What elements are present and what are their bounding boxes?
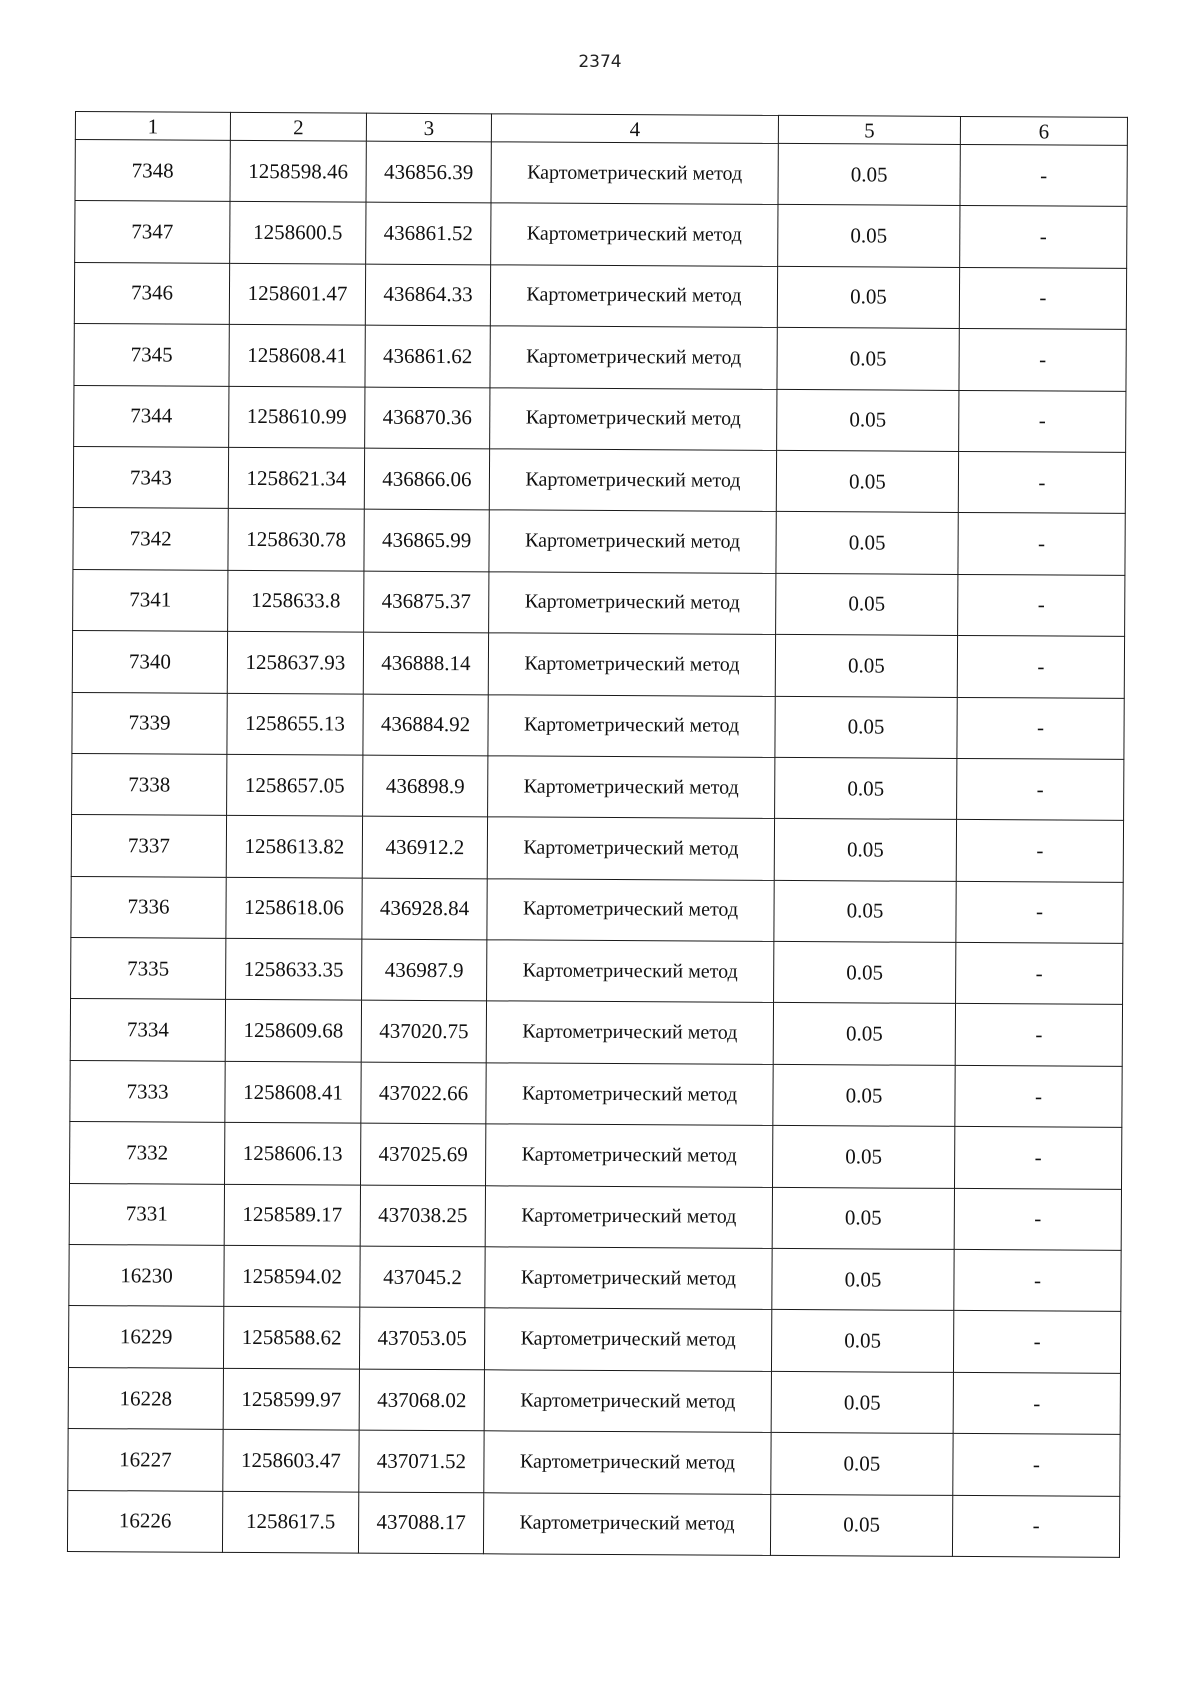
accuracy-cell: 0.05 [771,1310,953,1372]
note-cell: - [960,206,1127,268]
method-cell: Картометрический метод [488,694,775,757]
table-body [67,140,1127,1558]
method-cell: Картометрический метод [490,387,777,450]
method-cell: Картометрический метод [491,203,778,266]
point-number-cell: 7347 [75,201,230,263]
point-number-cell: 7337 [71,815,226,877]
method-cell: Картометрический метод [489,449,776,512]
coordinates-table [67,111,1128,1558]
note-cell: - [960,144,1127,206]
accuracy-cell: 0.05 [776,573,958,635]
column-header: 6 [960,116,1127,145]
point-number-cell: 7340 [72,631,227,693]
accuracy-cell: 0.05 [774,819,956,881]
note-cell: - [957,758,1124,820]
accuracy-cell: 0.05 [777,328,959,390]
table-row [69,1245,1121,1312]
table-row [71,938,1123,1005]
y-coordinate-cell: 436866.06 [364,448,489,510]
method-cell: Картометрический метод [487,879,774,942]
x-coordinate-cell: 1258633.35 [226,938,362,1000]
column-header: 1 [75,112,230,141]
note-cell: - [957,636,1124,698]
accuracy-cell: 0.05 [775,757,957,819]
x-coordinate-cell: 1258600.5 [230,202,366,264]
point-number-cell: 7343 [73,446,228,508]
table-row [74,324,1126,391]
method-cell: Картометрический метод [484,1370,771,1433]
accuracy-cell: 0.05 [777,389,959,451]
table-row [74,385,1126,452]
note-cell: - [953,1311,1120,1373]
x-coordinate-cell: 1258613.82 [226,816,362,878]
accuracy-cell: 0.05 [773,1064,955,1126]
table-row [71,815,1123,882]
note-cell: - [956,943,1123,1005]
note-cell: - [954,1188,1121,1250]
table-row [68,1306,1120,1373]
table-row [70,1060,1122,1127]
accuracy-cell: 0.05 [777,266,959,328]
table-row [72,631,1124,698]
accuracy-cell: 0.05 [775,696,957,758]
accuracy-cell: 0.05 [773,1003,955,1065]
y-coordinate-cell: 436888.14 [363,632,488,694]
page-number: 2374 [578,52,622,72]
table-row [75,201,1127,268]
note-cell: - [956,820,1123,882]
y-coordinate-cell: 436912.2 [362,816,487,878]
y-coordinate-cell: 437038.25 [360,1185,485,1247]
method-cell: Картометрический метод [485,1247,772,1310]
point-number-cell: 7331 [69,1183,224,1245]
note-cell: - [959,390,1126,452]
method-cell: Картометрический метод [484,1308,771,1371]
point-number-cell: 16228 [68,1367,223,1429]
accuracy-cell: 0.05 [771,1371,953,1433]
accuracy-cell: 0.05 [775,635,957,697]
y-coordinate-cell: 437022.66 [361,1062,486,1124]
y-coordinate-cell: 436861.52 [366,203,491,265]
point-number-cell: 7335 [71,938,226,1000]
method-cell: Картометрический метод [486,1124,773,1187]
point-number-cell: 16227 [68,1429,223,1491]
note-cell: - [959,267,1126,329]
x-coordinate-cell: 1258655.13 [227,693,363,755]
method-cell: Картометрический метод [488,633,775,696]
method-cell: Картометрический метод [490,265,777,328]
y-coordinate-cell: 436870.36 [365,387,490,449]
x-coordinate-cell: 1258601.47 [229,263,365,325]
accuracy-cell: 0.05 [774,880,956,942]
method-cell: Картометрический метод [488,756,775,819]
method-cell: Картометрический метод [489,572,776,635]
method-cell: Картометрический метод [491,142,778,205]
x-coordinate-cell: 1258610.99 [229,386,365,448]
y-coordinate-cell: 437071.52 [359,1430,484,1492]
x-coordinate-cell: 1258606.13 [225,1123,361,1185]
x-coordinate-cell: 1258621.34 [228,447,364,509]
x-coordinate-cell: 1258598.46 [230,140,366,202]
point-number-cell: 7342 [73,508,228,570]
note-cell: - [958,574,1125,636]
y-coordinate-cell: 436928.84 [362,878,487,940]
y-coordinate-cell: 436865.99 [364,509,489,571]
table-row [73,569,1125,636]
method-cell: Картометрический метод [487,817,774,880]
note-cell: - [956,881,1123,943]
point-number-cell: 7339 [72,692,227,754]
table-row [73,446,1125,513]
column-header: 5 [778,115,960,144]
note-cell: - [953,1372,1120,1434]
table-row [70,1122,1122,1189]
table-row [68,1429,1120,1496]
point-number-cell: 7332 [70,1122,225,1184]
x-coordinate-cell: 1258608.41 [229,325,365,387]
table-row [69,1183,1121,1250]
accuracy-cell: 0.05 [774,941,956,1003]
y-coordinate-cell: 436884.92 [363,694,488,756]
y-coordinate-cell: 436898.9 [363,755,488,817]
point-number-cell: 7333 [70,1060,225,1122]
method-cell: Картометрический метод [490,326,777,389]
y-coordinate-cell: 436875.37 [364,571,489,633]
accuracy-cell: 0.05 [772,1187,954,1249]
accuracy-cell: 0.05 [778,143,960,205]
table-row [72,692,1124,759]
note-cell: - [958,451,1125,513]
note-cell: - [955,1004,1122,1066]
y-coordinate-cell: 437045.2 [360,1246,485,1308]
note-cell: - [953,1434,1120,1496]
note-cell: - [958,513,1125,575]
table-row [73,508,1125,575]
point-number-cell: 16230 [69,1245,224,1307]
point-number-cell: 7345 [74,324,229,386]
x-coordinate-cell: 1258630.78 [228,509,364,571]
table-row [68,1367,1120,1434]
y-coordinate-cell: 437068.02 [359,1369,484,1431]
note-cell: - [955,1065,1122,1127]
accuracy-cell: 0.05 [776,450,958,512]
x-coordinate-cell: 1258588.62 [223,1307,359,1369]
y-coordinate-cell: 437088.17 [358,1492,483,1554]
note-cell: - [954,1127,1121,1189]
accuracy-cell: 0.05 [778,205,960,267]
point-number-cell: 7334 [70,999,225,1061]
note-cell: - [952,1495,1119,1557]
note-cell: - [959,329,1126,391]
note-cell: - [957,697,1124,759]
y-coordinate-cell: 437020.75 [361,1001,486,1063]
x-coordinate-cell: 1258657.05 [227,754,363,816]
point-number-cell: 16226 [67,1490,222,1552]
method-cell: Картометрический метод [489,510,776,573]
column-header: 2 [230,112,366,141]
method-cell: Картометрический метод [483,1492,770,1555]
y-coordinate-cell: 437053.05 [359,1308,484,1370]
method-cell: Картометрический метод [486,1063,773,1126]
x-coordinate-cell: 1258633.8 [228,570,364,632]
point-number-cell: 7338 [72,753,227,815]
accuracy-cell: 0.05 [772,1248,954,1310]
column-header: 3 [366,113,491,142]
table-row [67,1490,1119,1557]
table-row [72,753,1124,820]
table-row [75,140,1127,207]
method-cell: Картометрический метод [485,1185,772,1248]
x-coordinate-cell: 1258637.93 [227,631,363,693]
note-cell: - [954,1249,1121,1311]
point-number-cell: 7344 [74,385,229,447]
method-cell: Картометрический метод [487,940,774,1003]
table-row [71,876,1123,943]
column-header: 4 [491,114,778,144]
x-coordinate-cell: 1258617.5 [222,1491,358,1553]
y-coordinate-cell: 437025.69 [361,1123,486,1185]
x-coordinate-cell: 1258599.97 [223,1368,359,1430]
accuracy-cell: 0.05 [773,1126,955,1188]
method-cell: Картометрический метод [484,1431,771,1494]
point-number-cell: 7346 [74,262,229,324]
y-coordinate-cell: 436864.33 [365,264,490,326]
point-number-cell: 16229 [68,1306,223,1368]
point-number-cell: 7348 [75,140,230,202]
y-coordinate-cell: 436861.62 [365,325,490,387]
y-coordinate-cell: 436856.39 [366,141,491,203]
accuracy-cell: 0.05 [771,1433,953,1495]
x-coordinate-cell: 1258609.68 [225,1000,361,1062]
table-row [74,262,1126,329]
accuracy-cell: 0.05 [770,1494,952,1556]
x-coordinate-cell: 1258589.17 [224,1184,360,1246]
x-coordinate-cell: 1258618.06 [226,877,362,939]
x-coordinate-cell: 1258594.02 [224,1245,360,1307]
point-number-cell: 7341 [73,569,228,631]
method-cell: Картометрический метод [486,1001,773,1064]
y-coordinate-cell: 436987.9 [362,939,487,1001]
point-number-cell: 7336 [71,876,226,938]
x-coordinate-cell: 1258608.41 [225,1061,361,1123]
x-coordinate-cell: 1258603.47 [223,1430,359,1492]
accuracy-cell: 0.05 [776,512,958,574]
table-row [70,999,1122,1066]
